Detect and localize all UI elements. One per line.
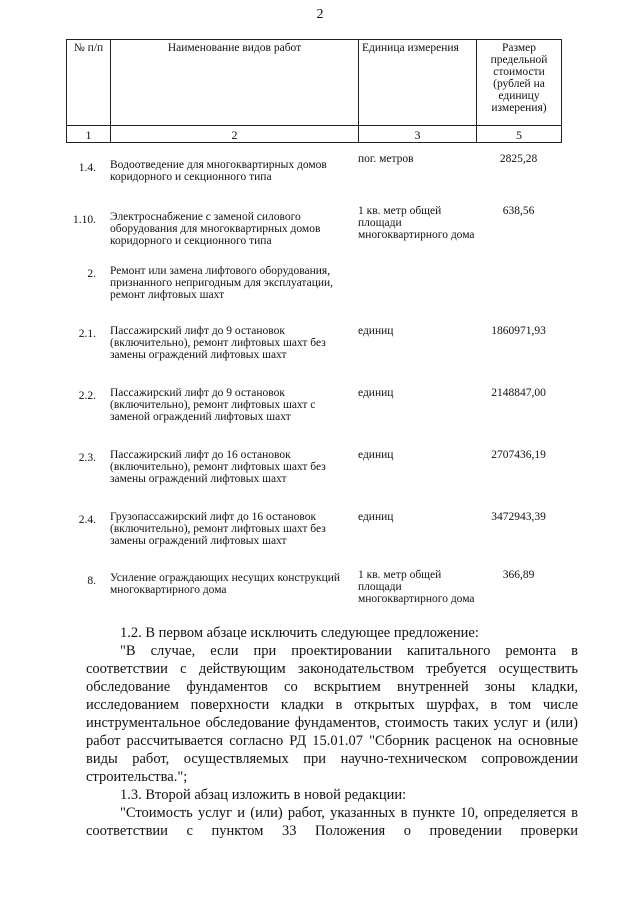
column-index: 3 — [359, 126, 477, 143]
row-unit: 1 кв. метр общей площади многоквартирного дома — [358, 205, 475, 241]
row-work-name: Водоотведение для многоквартирных домов коридорного и секционного типа — [110, 159, 327, 183]
header-number: № п/п — [67, 40, 111, 126]
table-header-row — [67, 40, 562, 126]
row-unit: единиц — [358, 387, 394, 399]
row-unit: единиц — [358, 511, 394, 523]
body-text — [86, 624, 578, 840]
row-number: 2.2. — [78, 390, 96, 402]
row-unit: пог. метров — [358, 153, 414, 165]
row-work-name: Пассажирский лифт до 16 остановок (включительно), ремонт лифтовых шахт без замены ограждений лифтовых шахт — [110, 449, 326, 485]
row-price: 2707436,19 — [491, 449, 546, 461]
page-number: 2 — [316, 7, 324, 22]
row-unit: единиц — [358, 325, 394, 337]
paragraph: "В случае, если при проектировании капитального ремонта в соответствии с действующим законодательством требуется осуществить обследование фундаментов со вскрытием внутренней зоны кладки, исследованием поверхности кладки в открытых шурфах, в том числе инструментальное обследование фундаментов, стоимость таких услуг и (или) работ рассчитывается согласно РД 15.01.07 "Сборник расценок на основные виды работ, осуществляемых при научно-техническом сопровождении строительства."; — [86, 643, 578, 785]
row-work-name: Ремонт или замена лифтового оборудования, признанного непригодным для эксплуатации, ремонт лифтовых шахт — [110, 265, 334, 301]
row-number: 1.4. — [78, 162, 96, 174]
row-work-name: Пассажирский лифт до 9 остановок (включительно), ремонт лифтовых шахт без замены ограждений лифтовых шахт — [110, 325, 326, 361]
row-number: 2. — [87, 268, 96, 280]
paragraph: 1.3. Второй абзац изложить в новой редакции: — [120, 787, 407, 803]
row-work-name: Пассажирский лифт до 9 остановок (включительно), ремонт лифтовых шахт с заменой ограждений лифтовых шахт — [110, 387, 316, 423]
header-work-type: Наименование видов работ — [111, 40, 359, 126]
row-number: 8. — [87, 575, 96, 587]
column-index: 1 — [67, 126, 111, 143]
row-work-name: Усиление ограждающих несущих конструкций многоквартирного дома — [110, 572, 341, 596]
paragraph: "Стоимость услуг и (или) работ, указанных в пункте 10, определяется в соответствии с пунктом 33 Положения о проведении проверки — [86, 805, 578, 839]
row-unit: единиц — [358, 449, 394, 461]
column-index: 5 — [477, 126, 562, 143]
row-price: 2825,28 — [499, 153, 538, 165]
row-number: 2.4. — [78, 514, 96, 526]
column-index: 2 — [111, 126, 359, 143]
row-number: 1.10. — [73, 214, 96, 226]
row-number: 2.3. — [78, 452, 96, 464]
row-work-name: Грузопассажирский лифт до 16 остановок (включительно), ремонт лифтовых шахт без замены ограждений лифтовых шахт — [110, 511, 326, 547]
row-price: 3472943,39 — [491, 511, 546, 523]
column-index-row — [67, 126, 562, 143]
row-number: 2.1. — [78, 328, 96, 340]
row-price: 638,56 — [502, 205, 535, 217]
row-work-name: Электроснабжение с заменой силового оборудования для многоквартирных домов коридорного и секционного типа — [110, 211, 321, 247]
row-unit: 1 кв. метр общей площади многоквартирного дома — [358, 569, 475, 605]
row-price: 2148847,00 — [491, 387, 546, 399]
header-max-cost: Размер предельной стоимости (рублей на единицу измерения) — [477, 40, 562, 126]
row-price: 366,89 — [502, 569, 535, 581]
row-price: 1860971,93 — [491, 325, 546, 337]
price-table — [66, 39, 562, 143]
paragraph: 1.2. В первом абзаце исключить следующее предложение: — [120, 625, 479, 641]
header-unit: Единица измерения — [359, 40, 477, 126]
